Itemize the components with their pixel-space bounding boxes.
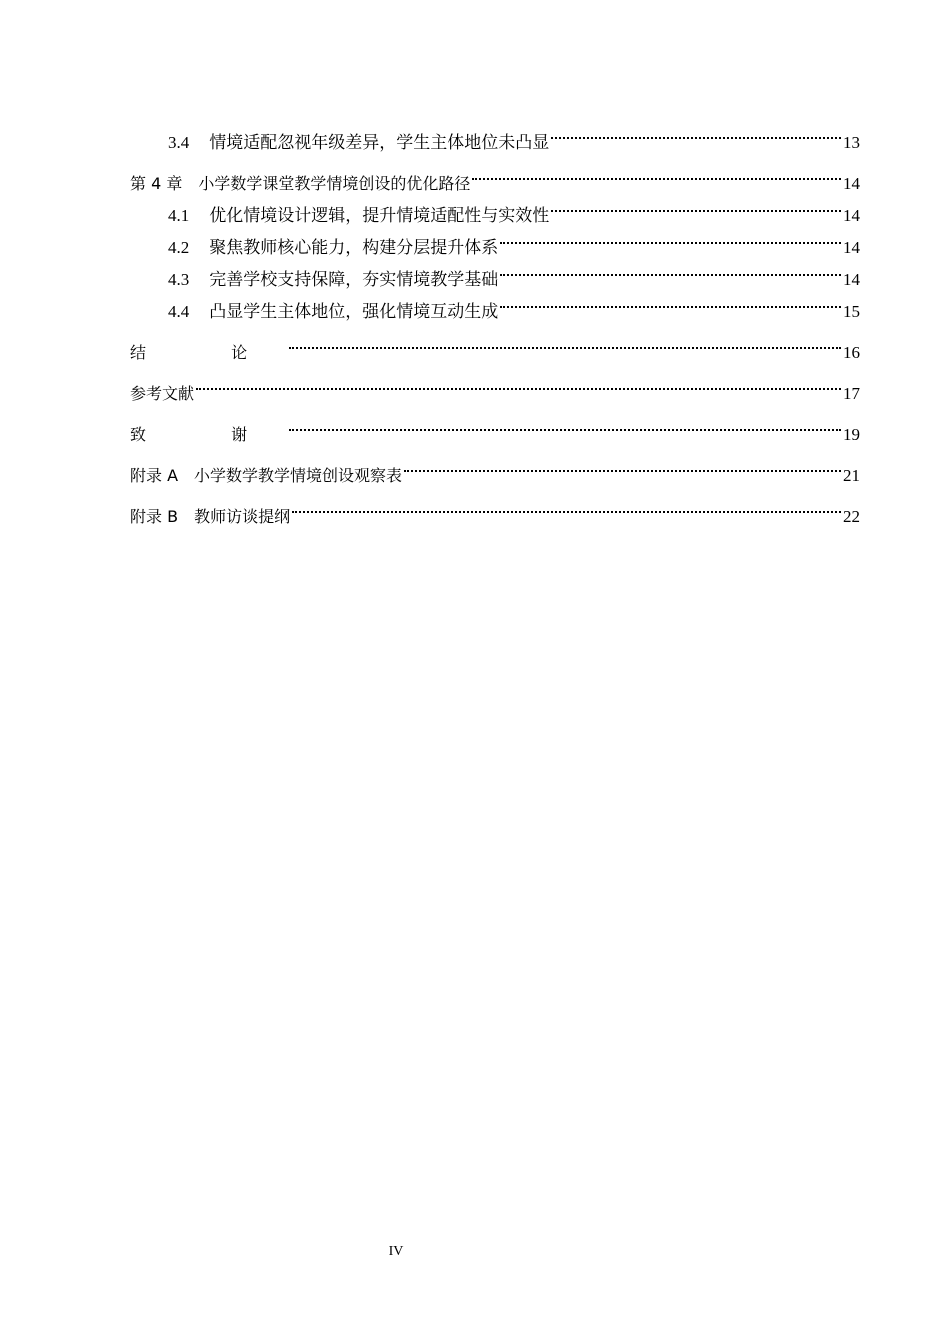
toc-entry-number: 4.3: [168, 270, 190, 289]
toc-entry-title: 完善学校支持保障，夯实情境教学基础: [209, 270, 499, 289]
toc-entry-appendix-b[interactable]: [130, 490, 860, 526]
toc-entry-page: 19: [843, 425, 860, 444]
dot-leader: [500, 221, 841, 253]
page-number: IV: [388, 1244, 404, 1259]
toc-entry-number: 4.1: [168, 206, 190, 225]
toc-entry-number: 3.4: [168, 133, 190, 152]
dot-leader: [551, 189, 841, 221]
dot-leader: [292, 490, 841, 522]
toc-entry-page: 14: [843, 270, 860, 289]
toc-entry-title: 聚焦教师核心能力，构建分层提升体系: [209, 238, 499, 257]
dot-leader: [472, 157, 841, 189]
toc-entry-page: 14: [843, 206, 860, 225]
toc-entry-conclusion[interactable]: [130, 326, 860, 362]
toc-entry-references[interactable]: [130, 367, 860, 403]
dot-leader: [551, 116, 841, 148]
toc-entry-number: 4.2: [168, 238, 190, 257]
toc-entry-title: 小学数学课堂教学情境创设的优化路径: [198, 174, 471, 193]
toc-entry-title: 小学数学教学情境创设观察表: [194, 466, 403, 485]
toc-entry-title: 致 谢: [130, 425, 288, 444]
toc-entry-page: 16: [843, 343, 860, 362]
toc-entry-chapter-4[interactable]: [130, 157, 860, 193]
toc-entry-title: 教师访谈提纲: [194, 507, 291, 526]
toc-entry-3-4[interactable]: [130, 116, 860, 152]
toc-entry-number: 附录 A: [130, 466, 179, 485]
dot-leader: [404, 449, 841, 481]
table-of-contents: [130, 116, 860, 526]
toc-entry-page: 22: [843, 507, 860, 526]
toc-entry-title: 情境适配忽视年级差异，学生主体地位未凸显: [209, 133, 550, 152]
toc-entry-acknowledgements[interactable]: [130, 408, 860, 444]
toc-entry-page: 17: [843, 384, 860, 403]
dot-leader: [289, 408, 841, 440]
toc-entry-title: 参考文献: [130, 384, 195, 403]
toc-entry-page: 13: [843, 133, 860, 152]
toc-entry-page: 15: [843, 302, 860, 321]
toc-entry-number: 附录 B: [130, 507, 179, 526]
dot-leader: [500, 253, 841, 285]
dot-leader: [196, 367, 841, 399]
toc-entry-page: 21: [843, 466, 860, 485]
toc-entry-title: 优化情境设计逻辑，提升情境适配性与实效性: [209, 206, 550, 225]
dot-leader: [289, 326, 841, 358]
dot-leader: [500, 285, 841, 317]
toc-entry-title: 凸显学生主体地位，强化情境互动生成: [209, 302, 499, 321]
toc-entry-number: 第 4 章: [130, 174, 183, 193]
toc-entry-page: 14: [843, 238, 860, 257]
toc-entry-title: 结 论: [130, 343, 288, 362]
toc-entry-page: 14: [843, 174, 860, 193]
toc-entry-appendix-a[interactable]: [130, 449, 860, 485]
toc-entry-number: 4.4: [168, 302, 190, 321]
